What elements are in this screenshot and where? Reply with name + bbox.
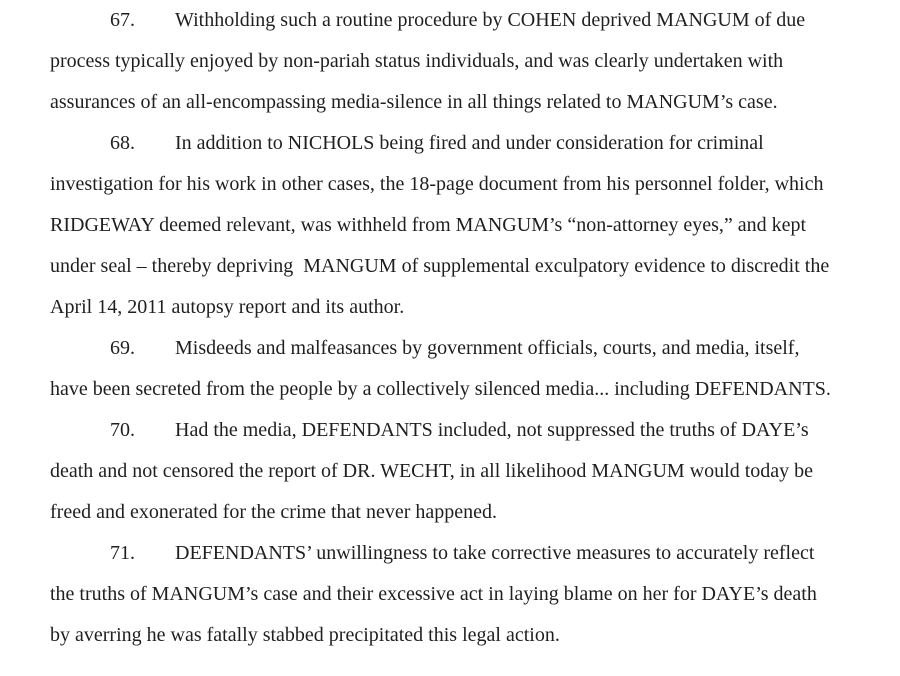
paragraph-line: April 14, 2011 autopsy report and its author.: [50, 296, 405, 318]
paragraph-line: by averring he was fatally stabbed precipitated this legal action.: [50, 624, 560, 646]
paragraph-first-line: [50, 0, 850, 41]
paragraph-line: process typically enjoyed by non-pariah status individuals, and was clearly undertaken with: [50, 50, 784, 72]
paragraph-70: [50, 410, 850, 533]
paragraph-first-line: [50, 533, 850, 574]
paragraph-line: assurances of an all-encompassing media-silence in all things related to MANGUM’s case.: [50, 91, 778, 113]
paragraph-number: 71.: [110, 542, 135, 564]
paragraph-number: 67.: [110, 9, 135, 31]
paragraph-line: have been secreted from the people by a collectively silenced media... including DEFENDANTS.: [50, 378, 831, 400]
paragraph-number: 68.: [110, 132, 135, 154]
paragraph-line: investigation for his work in other cases, the 18-page document from his personnel folder, which: [50, 173, 824, 195]
paragraph-line: RIDGEWAY deemed relevant, was withheld from MANGUM’s “non-attorney eyes,” and kept: [50, 214, 807, 236]
paragraph-line: under seal – thereby depriving MANGUM of supplemental exculpatory evidence to discredit the: [50, 255, 830, 277]
paragraph-68: [50, 123, 850, 328]
paragraph-text: Misdeeds and malfeasances by government officials, courts, and media, itself,: [175, 337, 800, 359]
paragraph-line: the truths of MANGUM’s case and their excessive act in laying blame on her for DAYE’s death: [50, 583, 817, 605]
paragraph-text: DEFENDANTS’ unwillingness to take corrective measures to accurately reflect: [175, 542, 815, 564]
paragraph-number: 70.: [110, 419, 135, 441]
paragraph-first-line: [50, 328, 850, 369]
paragraph-line: death and not censored the report of DR. WECHT, in all likelihood MANGUM would today be: [50, 460, 813, 482]
paragraph-69: [50, 328, 850, 410]
paragraph-line: freed and exonerated for the crime that never happened.: [50, 501, 497, 523]
paragraph-67: [50, 0, 850, 123]
paragraph-number: 69.: [110, 337, 135, 359]
paragraph-text: In addition to NICHOLS being fired and under consideration for criminal: [175, 132, 764, 154]
paragraph-71: [50, 533, 850, 656]
paragraph-text: Withholding such a routine procedure by COHEN deprived MANGUM of due: [175, 9, 806, 31]
paragraph-first-line: [50, 410, 850, 451]
paragraph-text: Had the media, DEFENDANTS included, not suppressed the truths of DAYE’s: [175, 419, 809, 441]
paragraph-first-line: [50, 123, 850, 164]
